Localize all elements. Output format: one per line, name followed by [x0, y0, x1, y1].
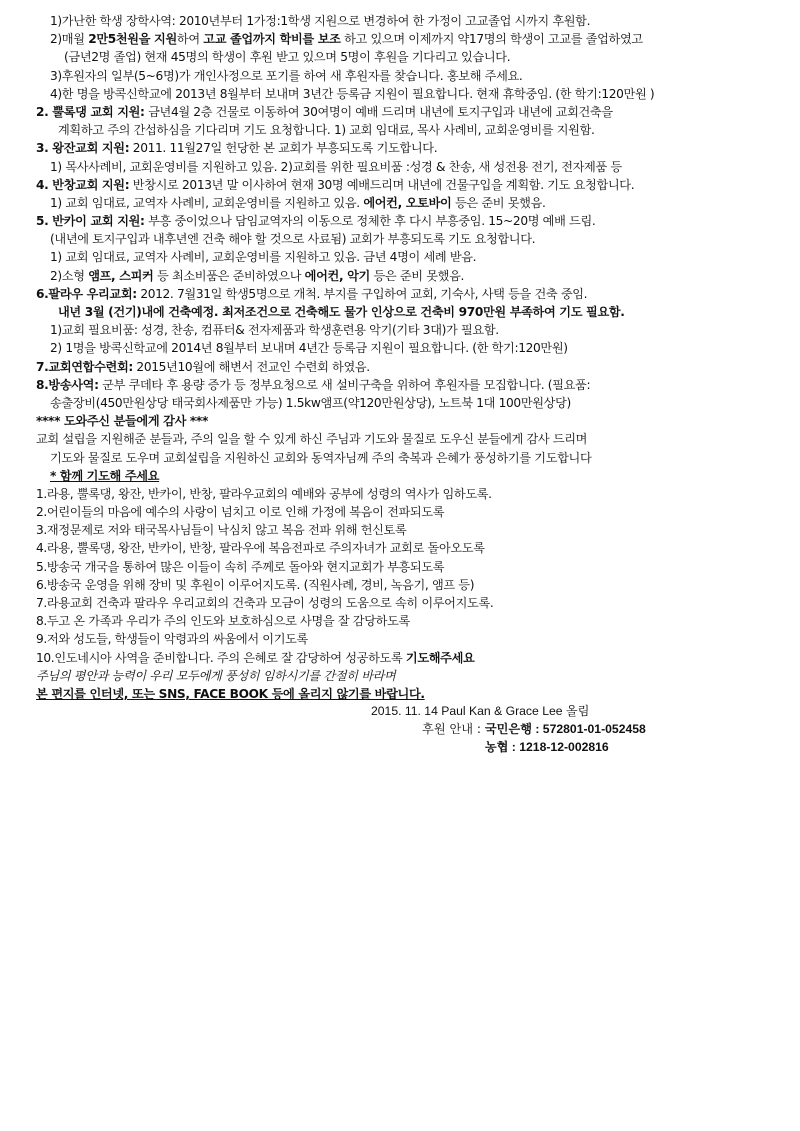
prayer-item: 1.라용, 뿔록댕, 왕잔, 반카이, 반창, 팔라우교회의 예배와 공부에 성령의 역사가 임하도록. [36, 486, 492, 501]
item-line: (내년에 토지구입과 내후년엔 건축 해야 할 것으로 사료됨) 교회가 부흥되도록 기도 요청합니다. [50, 232, 536, 247]
section-heading: 8.방송사역: 군부 쿠데타 후 용량 증가 등 정부요청으로 새 설비구축을 위하여 후원자를 모집합니다. (필요품: [36, 377, 591, 392]
thanks-text: 기도와 물질로 도우며 교회설립을 지원하신 교회와 동역자님께 주의 축복과 은혜가 풍성하기를 기도합니다 [50, 450, 592, 465]
signature-block [371, 702, 671, 756]
item-line: 1) 교회 임대료, 교역자 사례비, 교회운영비를 지원하고 있음. 에어컨, 오토바이 등은 준비 못했음. [50, 195, 546, 210]
prayer-item: 8.두고 온 가족과 우리가 주의 인도와 보호하심으로 사명을 잘 감당하도록 [36, 614, 410, 629]
section-heading: 6.팔라우 우리교회: 2012. 7월31일 학생5명으로 개척. 부지를 구입하여 교회, 기숙사, 사택 등을 건축 중임. [36, 286, 588, 301]
prayer-item: 5.방송국 개국을 통하여 많은 이들이 속히 주께로 돌아와 현지교회가 부흥되도록 [36, 559, 445, 574]
prayer-item: 9.저와 성도들, 학생들이 악령과의 싸움에서 이기도록 [36, 632, 308, 647]
item-line: 1) 교회 임대료, 교역자 사례비, 교회운영비를 지원하고 있음. 금년 4명이 세례 받음. [50, 250, 477, 265]
item-line: 계획하고 주의 간섭하심을 기다리며 기도 요청합니다. 1) 교회 임대료, 목사 사례비, 교회운영비를 지원함. [58, 123, 595, 138]
item-line: 1)가난한 학생 장학사역: 2010년부터 1가정:1학생 지원으로 변경하여 한 가정이 고교졸업 시까지 후원함. [50, 14, 591, 28]
prayer-item: 10.인도네시아 사역을 준비합니다. 주의 은혜로 잘 감당하여 성공하도록 기도해주세요 [36, 650, 475, 665]
item-line: 2) 1명을 방콕신학교에 2014년 8월부터 보내며 4년간 등록금 지원이 필요합니다. (한 학기:120만원) [50, 341, 568, 356]
date-signature: 2015. 11. 14 Paul Kan & Grace Lee 올림 [371, 704, 590, 718]
prayer-item: 4.라용, 뿔록댕, 왕잔, 반카이, 반창, 팔라우에 복음전파로 주의자녀가 교회로 돌아오도록 [36, 541, 485, 556]
notice-line: 본 편지를 인터넷, 또는 SNS, FACE BOOK 등에 올리지 않기를 바랍니다. [36, 686, 425, 701]
prayer-item: 6.방송국 운영을 위해 장비 및 후원이 이루어지도록. (직원사례, 경비, 녹음기, 앰프 등) [36, 577, 475, 592]
thanks-heading: **** 도와주신 분들에게 감사 *** [36, 414, 208, 429]
section-heading: 4. 반창교회 지원: 반창시로 2013년 말 이사하여 현재 30명 예배드리며 내년에 건물구입을 계획함. 기도 요청합니다. [36, 177, 635, 192]
section-heading: 5. 반카이 교회 지원: 부흥 중이었으나 담임교역자의 이동으로 정체한 후 다시 부흥중임. 15~20명 예배 드림. [36, 214, 596, 229]
prayer-item: 7.라용교회 건축과 팔라우 우리교회의 건축과 모금이 성령의 도움으로 속히 이루어지도록. [36, 596, 494, 610]
item-line: 1) 목사사례비, 교회운영비를 지원하고 있음. 2)교회를 위한 필요비품 :성경 & 찬송, 새 성전용 전기, 전자제품 등 [50, 159, 622, 174]
item-line: 송출장비(450만원상당 태국회사제품만 가능) 1.5kw앰프(약120만원상당), 노트북 1대 100만원상당) [50, 395, 571, 410]
letter-body [36, 12, 780, 703]
item-line: 1)교회 필요비품: 성경, 찬송, 컴퓨터& 전자제품과 학생훈련용 악기(기타 3대)가 필요함. [50, 323, 499, 338]
section-heading: 7.교회연합수련회: 2015년10월에 해변서 전교인 수련회 하였음. [36, 359, 370, 374]
section-heading: 3. 왕잔교회 지원: 2011. 11월27일 헌당한 본 교회가 부흥되도록 기도합니다. [36, 141, 438, 156]
thanks-text: 교회 설립을 지원해준 분들과, 주의 일을 할 수 있게 하신 주님과 기도와 물질로 도우신 분들에게 감사 드리며 [36, 432, 588, 447]
item-line: 내년 3월 (건기)내에 건축예정. 최저조건으로 건축해도 물가 인상으로 건축비 970만원 부족하여 기도 필요함. [58, 305, 625, 319]
donation-bank-2: 농협 : 1218-12-002816 [484, 740, 609, 754]
donation-label: 후원 안내 : [422, 722, 481, 736]
donation-bank-1: 후원 안내 : 국민은행 : 572801-01-052458 [371, 720, 671, 738]
closing-wish: 주님의 평안과 능력이 우리 모두에게 풍성히 임하시기를 간절히 바라며 [36, 668, 396, 683]
section-heading: 2. 뿔록댕 교회 지원: 금년4월 2층 건물로 이동하여 30여명이 예배 드리며 내년에 토지구입과 내년에 교회건축을 [36, 104, 613, 119]
prayer-item: 2.어린이들의 마음에 예수의 사랑이 넘치고 이로 인해 가정에 복음이 전파되도록 [36, 505, 445, 520]
item-line: 4)한 명을 방콕신학교에 2013년 8월부터 보내며 3년간 등록금 지원이 필요합니다. 현재 휴학중임. (한 학기:120만원 ) [50, 86, 655, 101]
item-line: 3)후원자의 일부(5~6명)가 개인사정으로 포기를 하여 새 후원자를 찾습니다. 홍보해 주세요. [50, 68, 523, 83]
item-line: (금년2명 졸업) 현재 45명의 학생이 후원 받고 있으며 5명이 후원을 기다리고 있습니다. [64, 50, 511, 65]
prayer-item: 3.재정문제로 저와 태국목사님들이 낙심치 않고 복음 전파 위해 헌신토록 [36, 523, 407, 538]
prayer-heading: * 함께 기도해 주세요 [50, 468, 160, 483]
item-line: 2)매월 2만5천원을 지원하여 고교 졸업까지 학비를 보조 하고 있으며 이제까지 약17명의 학생이 고교를 졸업하였고 [50, 32, 643, 47]
item-line: 2)소형 앰프, 스피커 등 최소비품은 준비하였으나 에어컨, 악기 등은 준비 못했음. [50, 268, 465, 283]
